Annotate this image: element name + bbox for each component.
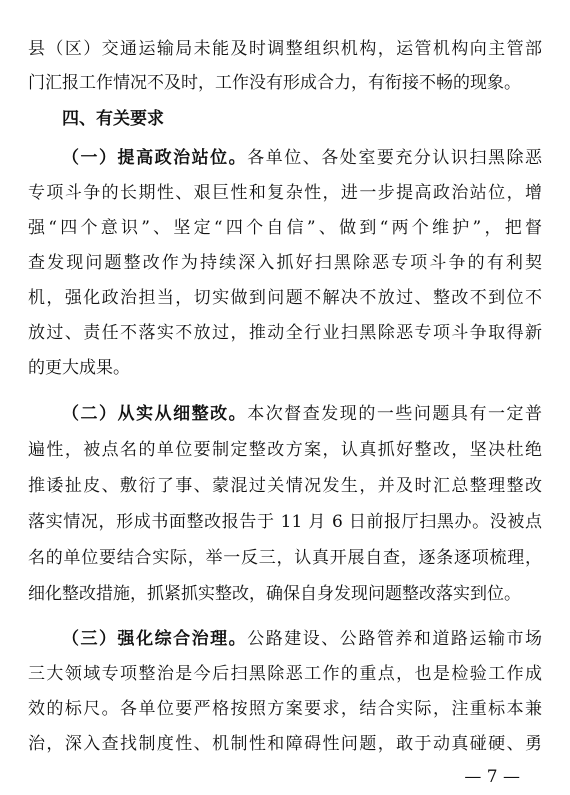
- item3-title: （三）强化综合治理。: [62, 629, 248, 649]
- intro-line-1: 县（区）交通运输局未能及时调整组织机构，运管机构向主管部: [28, 39, 542, 59]
- item1-line-6: 放过、责任不落实不放过，推动全行业扫黑除恶专项斗争取得新: [28, 323, 542, 343]
- item3-line-3: 效的标尺。各单位要严格按照方案要求，结合实际，注重标本兼: [28, 699, 542, 719]
- item3-line-4: 治，深入查找制度性、机制性和障碍性问题，敢于动真碰硬、勇: [28, 734, 542, 754]
- item1-line-5: 机，强化政治担当，切实做到问题不解决不放过、整改不到位不: [28, 288, 542, 308]
- item2-line-3: 推诿扯皮、敷衍了事、蒙混过关情况发生，并及时汇总整理整改: [28, 476, 542, 496]
- item2-line-4: 落实情况，形成书面整改报告于 11 月 6 日前报厅扫黑办。没被点: [28, 512, 542, 532]
- item2-first-line: [62, 403, 542, 425]
- item2-title: （二）从实从细整改。: [62, 404, 248, 424]
- item2-line-6: 细化整改措施，抓紧抓实整改，确保自身发现问题整改落实到位。: [28, 584, 521, 604]
- item1-first-line: [62, 147, 542, 169]
- item1-line-7: 的更大成果。: [28, 358, 130, 378]
- section-heading: 四、有关要求: [62, 109, 164, 129]
- item2-first-line-rest: 本次督查发现的一些问题具有一定普: [247, 404, 542, 424]
- item1-first-line-rest: 各单位、各处室要充分认识扫黑除恶: [247, 148, 542, 168]
- item3-line-2: 三大领域专项整治是今后扫黑除恶工作的重点，也是检验工作成: [28, 664, 542, 684]
- intro-line-2: 门汇报工作情况不及时，工作没有形成合力，有衔接不畅的现象。: [28, 73, 521, 93]
- item3-first-line: [62, 628, 542, 650]
- item2-line-5: 名的单位要结合实际，举一反三，认真开展自查，逐条逐项梳理，: [28, 548, 542, 568]
- item2-line-2: 遍性，被点名的单位要制定整改方案，认真抓好整改，坚决杜绝: [28, 440, 542, 460]
- item1-line-3: 强“四个意识”、坚定“四个自信”、做到“两个维护”，把督: [28, 218, 542, 238]
- page-number: — 7 —: [464, 767, 520, 787]
- item3-first-line-rest: 公路建设、公路管养和道路运输市场: [247, 629, 542, 649]
- item1-title: （一）提高政治站位。: [62, 148, 248, 168]
- item1-line-4: 查发现问题整改作为持续深入抓好扫黑除恶专项斗争的有利契: [28, 253, 542, 273]
- item1-line-2: 专项斗争的长期性、艰巨性和复杂性，进一步提高政治站位，增: [28, 183, 542, 203]
